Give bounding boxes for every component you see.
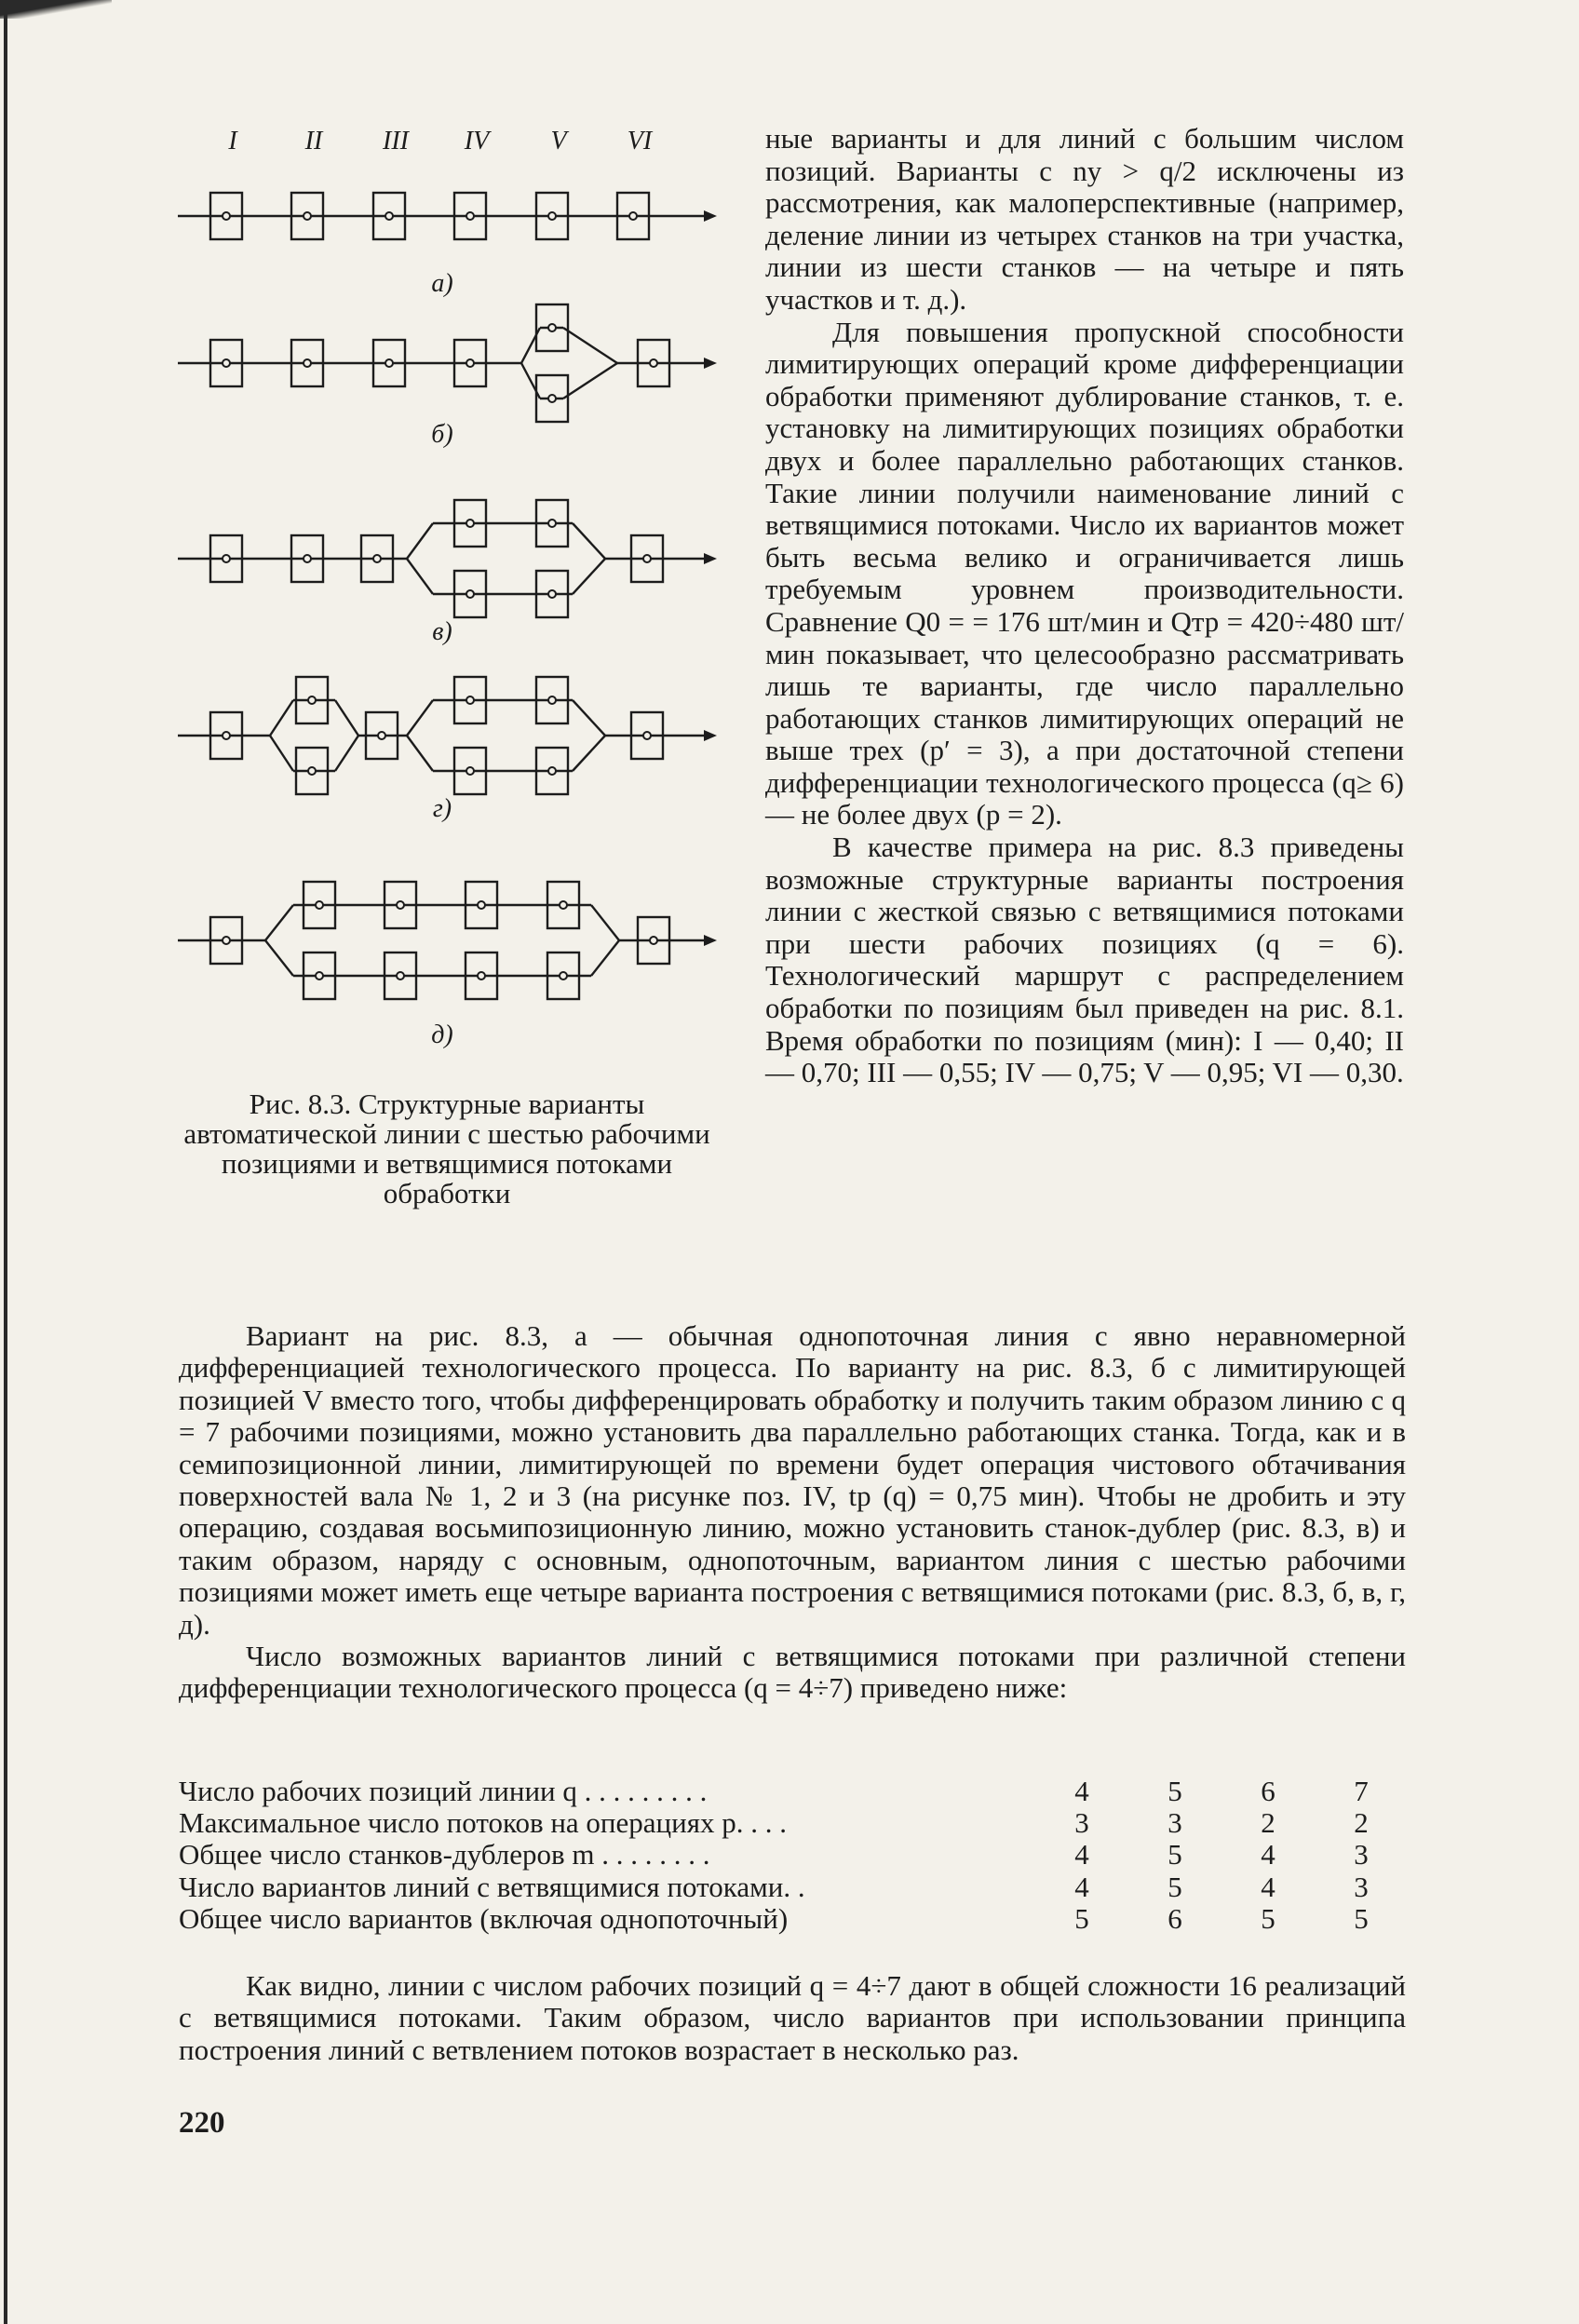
paragraph: Для повышения пропускной способности лимитирующих операций кроме дифференциации обработки применяют дублирование станков, т. е. установку на лимитирующих позициях обработки двух и более параллельно работающих станков. Такие линии получили наименование линий с ветвящимися потоками. Число их вариантов может быть весьма велико и ограничивается лишь требуемым уровнем производительности. Сравнение Q0 = = 176 шт/мин и Qтр = 420÷480 шт/мин показывает, что целесообразно рассматривать лишь те варианты, где число параллельно работающих станков лимитирующих операций не выше трех (p′ = 3), а при достаточной степени дифференциации технологического процесса (q≥ 6) — не более двух (p = 2). [765, 315, 1404, 831]
station-node [466, 696, 474, 704]
position-label: III [383, 127, 409, 155]
station-node [223, 359, 230, 367]
station-node [304, 555, 311, 562]
station-node [650, 359, 657, 367]
table-cell: 2 [1261, 1806, 1275, 1840]
station-node [308, 696, 316, 704]
station-node [548, 395, 556, 402]
flow-line [591, 940, 619, 976]
station-node [304, 212, 311, 220]
station-node [650, 937, 657, 944]
table-row [179, 1776, 1408, 1807]
station-node [643, 555, 651, 562]
station-node [308, 767, 316, 775]
flow-line [270, 700, 293, 736]
position-label: VI [627, 127, 653, 155]
figure-8-3 [163, 116, 740, 1057]
station-node [223, 937, 230, 944]
flow-line [563, 328, 617, 363]
table-row [179, 1903, 1408, 1935]
station-node [560, 901, 567, 909]
station-node [548, 324, 556, 331]
station-node [385, 359, 393, 367]
flow-line [407, 523, 433, 559]
table-row [179, 1807, 1408, 1839]
paragraph: Вариант на рис. 8.3, а — обычная однопоточная линия с явно неравномерной дифференциацией технологического процесса. По варианту на рис. 8.3, б с лимитирующей позицией V вместо того, чтобы дифференцировать обработку и получить таким образом линию с q = 7 рабочими позициями, можно установить два параллельно работающих станка. Тогда, как и в семипозиционной линии, лимитирующей по времени будет операция чистового обтачивания поверхностей вала № 1, 2 и 3 (на рисунке поз. IV, tр (q) = 0,75 мин). Чтобы не дробить и эту операцию, создавая восьмипозиционную линию, можно установить станок-дублер (рис. 8.3, в) и таким образом, наряду с основным, однопоточным, вариантом линия с шестью рабочими позициями может иметь еще четыре варианта построения с ветвящимися потоками (рис. 8.3, б, в, г, д). [179, 1319, 1406, 1641]
flow-line [573, 700, 605, 736]
station-node [548, 520, 556, 527]
position-label: V [550, 127, 567, 155]
flow-line [265, 940, 293, 976]
arrow-head [704, 210, 717, 222]
body-text [179, 1320, 1406, 1705]
table-cell: 7 [1354, 1775, 1369, 1807]
variant-label: б) [431, 420, 453, 449]
station-node [548, 212, 556, 220]
variant-label: а) [431, 269, 453, 298]
table-row-label: Число рабочих позиций линии q . . . . . . . . . [179, 1775, 708, 1807]
page-edge [4, 0, 7, 2324]
arrow-head [704, 935, 717, 946]
station-node [466, 212, 474, 220]
station-node [629, 212, 637, 220]
flow-line [265, 905, 293, 940]
paragraph: Число возможных вариантов линий с ветвящимися потоками при различной степени дифференциации технологического процесса (q = 4÷7) приведено ниже: [179, 1640, 1406, 1705]
table-cell: 4 [1261, 1838, 1275, 1871]
table-row-label: Общее число вариантов (включая однопоточный) [179, 1901, 789, 1935]
station-node [304, 359, 311, 367]
station-node [643, 732, 651, 739]
station-node [548, 590, 556, 598]
position-label: IV [464, 127, 490, 155]
table-cell: 3 [1074, 1806, 1089, 1840]
flow-line [335, 700, 358, 736]
station-node [548, 767, 556, 775]
table-row-label: Максимальное число потоков на операциях p. . . . [179, 1806, 787, 1840]
table-cell: 4 [1074, 1838, 1089, 1871]
paragraph: В качестве примера на рис. 8.3 приведены возможные структурные варианты построения линии с жесткой связью с ветвящимися потоками при шести рабочих позициях (q = 6). Технологический маршрут с распределением обработки по позициям был приведен на рис. 8.1. Время обработки по позициям (мин): I — 0,40; II — 0,70; III — 0,55; IV — 0,75; V — 0,95; VI — 0,30. [765, 831, 1404, 1089]
flow-line [573, 559, 605, 594]
position-label: II [304, 127, 323, 155]
station-node [223, 212, 230, 220]
variant-label: д) [431, 1020, 453, 1049]
station-node [378, 732, 385, 739]
flow-line [270, 736, 293, 771]
variants-table [179, 1776, 1408, 1935]
station-node [478, 901, 485, 909]
variant-label: г) [432, 794, 452, 823]
conclusion-text [179, 1970, 1406, 2066]
right-column-text [765, 123, 1404, 1089]
station-node [223, 732, 230, 739]
station-node [466, 590, 474, 598]
flow-line [407, 700, 433, 736]
table-cell: 4 [1261, 1870, 1275, 1903]
station-node [223, 555, 230, 562]
station-node [466, 359, 474, 367]
station-node [397, 972, 404, 980]
table-cell: 4 [1074, 1775, 1089, 1807]
table-row [179, 1839, 1408, 1871]
station-node [466, 520, 474, 527]
table-cell: 5 [1261, 1901, 1275, 1935]
table-cell: 3 [1354, 1838, 1369, 1871]
station-node [316, 901, 323, 909]
table-cell: 6 [1261, 1775, 1275, 1807]
station-node [478, 972, 485, 980]
flow-line [573, 523, 605, 559]
flow-line [335, 736, 358, 771]
table-cell: 5 [1167, 1775, 1182, 1807]
flow-line [573, 736, 605, 771]
table-cell: 4 [1074, 1870, 1089, 1903]
table-row-label: Число вариантов линий с ветвящимися потоками. . [179, 1870, 805, 1903]
table-cell: 5 [1167, 1838, 1182, 1871]
station-node [560, 972, 567, 980]
flow-line [591, 905, 619, 940]
station-node [548, 696, 556, 704]
position-label: I [228, 127, 237, 155]
variant-label: в) [432, 617, 452, 646]
station-node [397, 901, 404, 909]
arrow-head [704, 553, 717, 564]
station-node [373, 555, 381, 562]
paragraph: Как видно, линии с числом рабочих позиций q = 4÷7 дают в общей сложности 16 реализаций с ветвящимися потоками. Таким образом, число вариантов при использовании принципа построения линий с ветвлением потоков возрастает в несколько раз. [179, 1969, 1406, 2066]
arrow-head [704, 358, 717, 369]
arrow-head [704, 730, 717, 741]
figure-caption: Рис. 8.3. Структурные варианты автоматической линии с шестью рабочими позициями и ветвящимися потоками обработки [183, 1088, 710, 1209]
page-number: 220 [179, 2106, 225, 2140]
figure-diagram [163, 116, 740, 1057]
station-node [385, 212, 393, 220]
table-cell: 5 [1074, 1901, 1089, 1935]
flow-line [407, 736, 433, 771]
table-cell: 5 [1354, 1901, 1369, 1935]
table-cell: 3 [1354, 1870, 1369, 1903]
scan-corner-mark [0, 0, 112, 19]
flow-line [563, 363, 617, 399]
table-row-label: Общее число станков-дублеров m . . . . . . . . [179, 1838, 710, 1871]
table-cell: 3 [1167, 1806, 1182, 1840]
station-node [316, 972, 323, 980]
table-cell: 5 [1167, 1870, 1182, 1903]
table-row [179, 1871, 1408, 1903]
table-cell: 2 [1354, 1806, 1369, 1840]
paragraph: ные варианты и для линий с большим числом позиций. Варианты с nу > q/2 исключены из рассмотрения, как малоперспективные (например, деление линии из четырех станков на три участка, линии из шести станков — на четыре и пять участков и т. д.). [765, 122, 1404, 316]
flow-line [407, 559, 433, 594]
table-cell: 6 [1167, 1901, 1182, 1935]
station-node [466, 767, 474, 775]
